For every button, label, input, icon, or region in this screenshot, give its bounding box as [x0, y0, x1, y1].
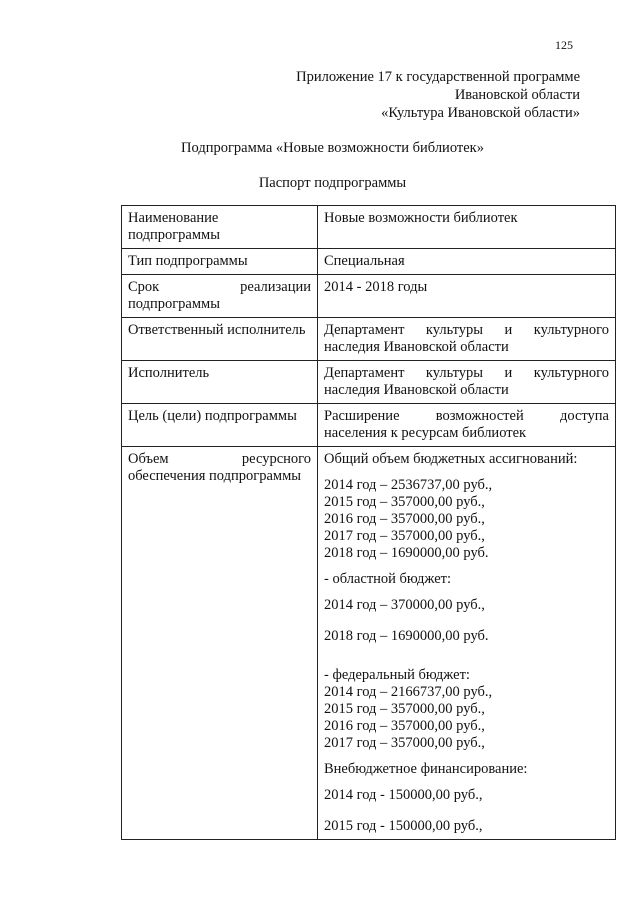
federal-2014: 2014 год – 2166737,00 руб.,: [324, 684, 493, 700]
regional-heading: - областной бюджет:: [324, 571, 452, 587]
table-row: [122, 249, 616, 275]
total-2018: 2018 год – 1690000,00 руб.: [324, 545, 489, 561]
table-row: [122, 275, 616, 318]
table-row: [122, 404, 616, 447]
offbudget-2015: 2015 год - 150000,00 руб.,: [324, 818, 483, 834]
table-row-funding: [122, 447, 616, 840]
table-row: [122, 361, 616, 404]
appendix-line-2: Ивановской области: [454, 87, 580, 103]
row-label: Исполнитель: [122, 361, 318, 404]
row-value: Специальная: [318, 249, 616, 275]
federal-block: [324, 667, 609, 752]
row-value: 2014 - 2018 годы: [318, 275, 616, 318]
funding-label: Объем ресурсного обеспечения подпрограммы: [122, 447, 318, 840]
row-value: Департамент культуры и культурного наследия Ивановской области: [318, 318, 616, 361]
federal-heading: - федеральный бюджет:: [324, 667, 470, 683]
regional-2014: 2014 год – 370000,00 руб.,: [324, 597, 485, 613]
row-value: Департамент культуры и культурного наследия Ивановской области: [318, 361, 616, 404]
total-amounts: [324, 477, 609, 562]
total-2016: 2016 год – 357000,00 руб.,: [324, 511, 485, 527]
funding-details: [318, 447, 616, 840]
offbudget-heading: Внебюджетное финансирование:: [324, 761, 528, 777]
federal-2017: 2017 год – 357000,00 руб.,: [324, 735, 485, 751]
appendix-header: [160, 68, 580, 122]
row-label: Цель (цели) подпрограммы: [122, 404, 318, 447]
total-heading: Общий объем бюджетных ассигнований:: [324, 451, 578, 467]
table-row: [122, 318, 616, 361]
row-label: Тип подпрограммы: [122, 249, 318, 275]
page-number: 125: [555, 38, 573, 52]
row-label: Ответственный исполнитель: [122, 318, 318, 361]
row-label: Наименование подпрограммы: [122, 206, 318, 249]
subprogram-title: Подпрограмма «Новые возможности библиотек»: [181, 140, 484, 156]
appendix-line-3: «Культура Ивановской области»: [381, 105, 580, 121]
table-row: [122, 206, 616, 249]
regional-2018: 2018 год – 1690000,00 руб.: [324, 628, 489, 644]
total-2017: 2017 год – 357000,00 руб.,: [324, 528, 485, 544]
federal-2015: 2015 год – 357000,00 руб.,: [324, 701, 485, 717]
passport-title: Паспорт подпрограммы: [258, 175, 407, 191]
row-value: Новые возможности библиотек: [318, 206, 616, 249]
total-2014: 2014 год – 2536737,00 руб.,: [324, 477, 493, 493]
offbudget-2014: 2014 год - 150000,00 руб.,: [324, 787, 483, 803]
row-value: Расширение возможностей доступа населения к ресурсам библиотек: [318, 404, 616, 447]
row-label: Срок реализации подпрограммы: [122, 275, 318, 318]
total-2015: 2015 год – 357000,00 руб.,: [324, 494, 485, 510]
federal-2016: 2016 год – 357000,00 руб.,: [324, 718, 485, 734]
passport-table: [121, 205, 616, 840]
appendix-line-1: Приложение 17 к государственной программе: [296, 69, 580, 85]
